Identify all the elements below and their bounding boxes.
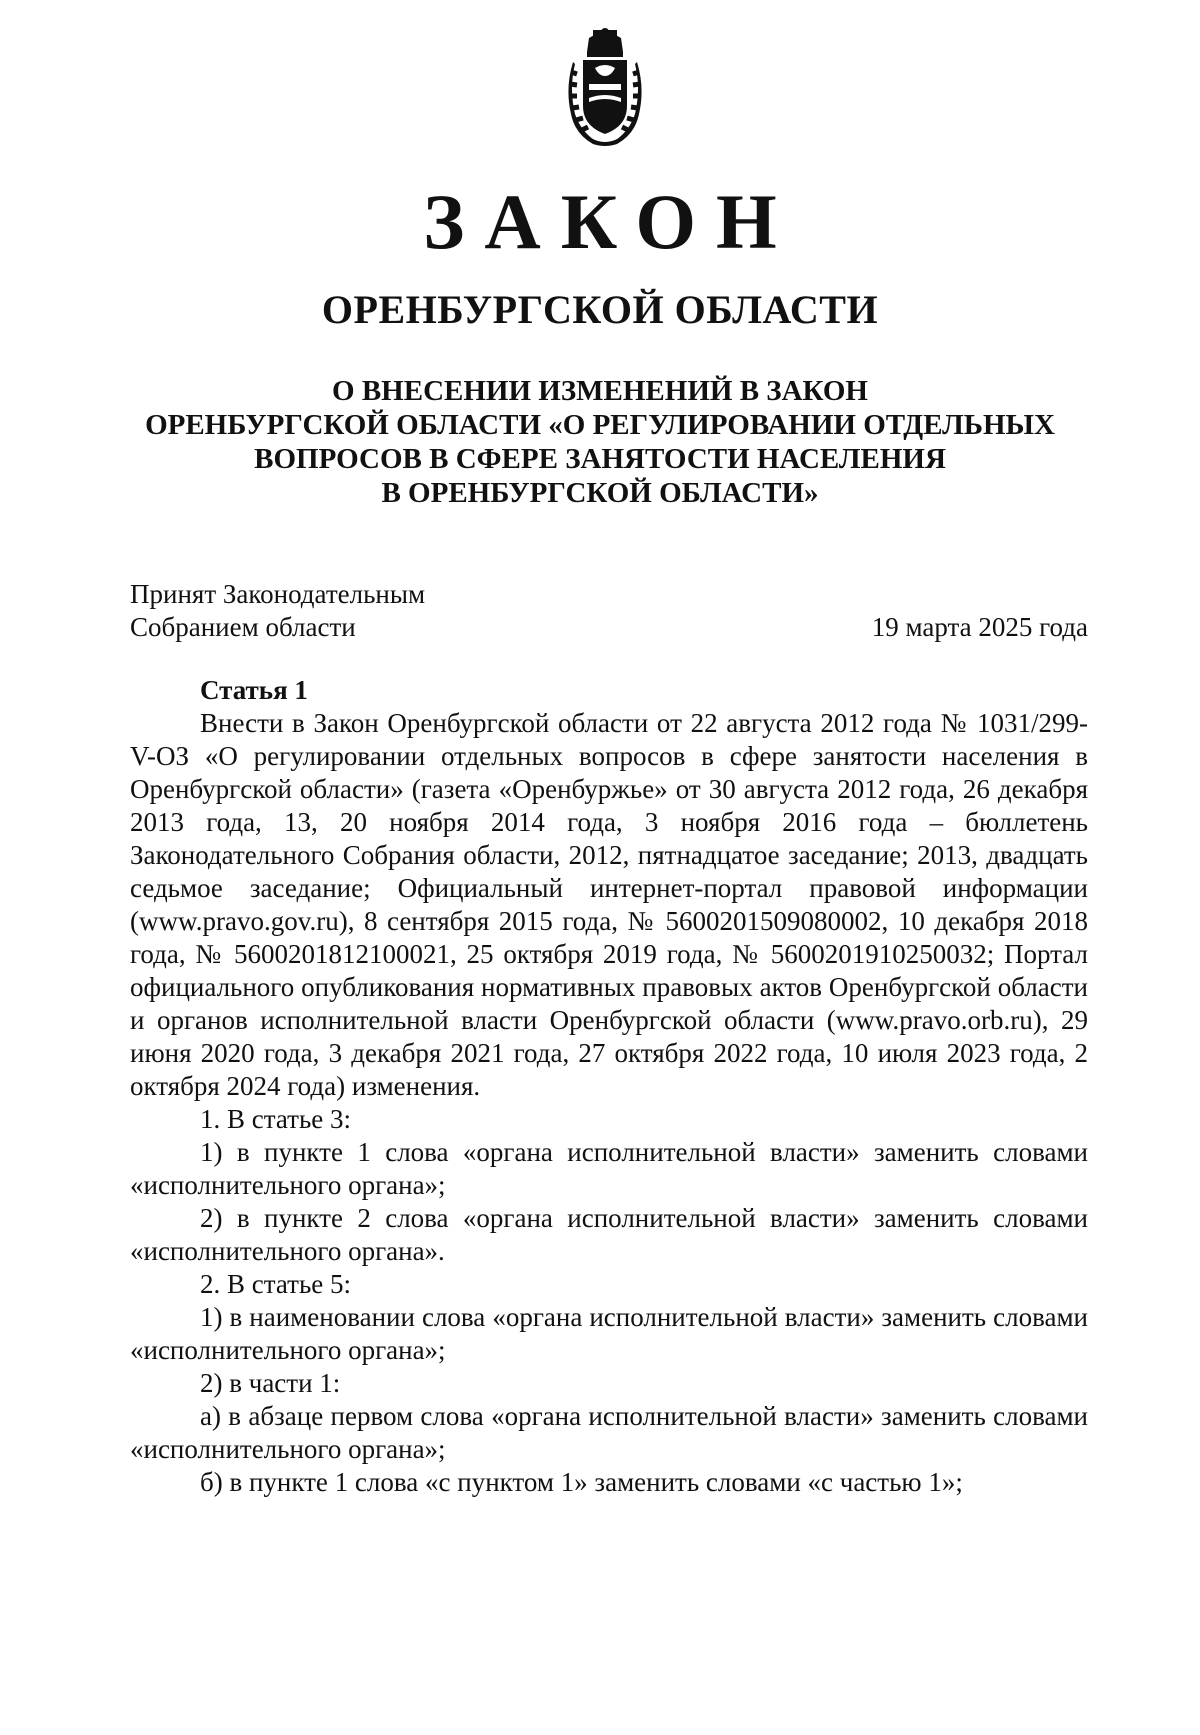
amendment-item: 1) в наименовании слова «органа исполнительной власти» заменить словами «исполнительного органа»;	[130, 1302, 1088, 1365]
article-title: Статья 1	[200, 675, 308, 705]
adoption-statement	[130, 578, 425, 644]
adoption-date: 19 марта 2025 года	[871, 612, 1088, 642]
amendment-item: б) в пункте 1 слова «с пунктом 1» заменить словами «с частью 1»;	[200, 1467, 963, 1497]
amendment-item: 2) в пункте 2 слова «органа исполнительной власти» заменить словами «исполнительного органа».	[130, 1203, 1088, 1266]
document-subtitle: ОРЕНБУРГСКОЙ ОБЛАСТИ	[321, 287, 879, 332]
document-title: ЗАКОН	[423, 178, 797, 265]
law-heading-line: ВОПРОСОВ В СФЕРЕ ЗАНЯТОСТИ НАСЕЛЕНИЯ	[254, 443, 946, 475]
amendment-item: 2. В статье 5:	[200, 1269, 352, 1299]
law-heading	[120, 374, 1080, 510]
law-heading-line: В ОРЕНБУРГСКОЙ ОБЛАСТИ»	[381, 477, 819, 509]
law-heading-line: О ВНЕСЕНИИ ИЗМЕНЕНИЙ В ЗАКОН	[332, 375, 868, 407]
amendment-item: 2) в части 1:	[200, 1368, 341, 1398]
adoption-line: Собранием области	[130, 612, 356, 642]
law-heading-line: ОРЕНБУРГСКОЙ ОБЛАСТИ «О РЕГУЛИРОВАНИИ ОТДЕЛЬНЫХ	[145, 409, 1055, 441]
coat-of-arms-icon	[567, 28, 643, 146]
amendment-item: а) в абзаце первом слова «органа исполнительной власти» заменить словами «исполнительного органа»;	[130, 1401, 1088, 1464]
amendment-item: 1) в пункте 1 слова «органа исполнительной власти» заменить словами «исполнительного органа»;	[130, 1137, 1088, 1200]
article-intro-paragraph: Внести в Закон Оренбургской области от 22 августа 2012 года № 1031/299-V-ОЗ «О регулировании отдельных вопросов в сфере занятости населения в Оренбургской области» (газета «Оренбуржье» от 30 августа 2012 года, 26 декабря 2013 года, 13, 20 ноября 2014 года, 3 ноября 2016 года – бюллетень Законодательного Собрания области, 2012, пятнадцатое заседание; 2013, двадцать седьмое заседание; Официальный интернет-портал правовой информации (www.pravo.gov.ru), 8 сентября 2015 года, № 5600201509080002, 10 декабря 2018 года, № 5600201812100021, 25 октября 2019 года, № 5600201910250032; Портал официального опубликования нормативных правовых актов Оренбургской области и органов исполнительной власти Оренбургской области (www.pravo.orb.ru), 29 июня 2020 года, 3 декабря 2021 года, 27 октября 2022 года, 10 июля 2023 года, 2 октября 2024 года) изменения.	[130, 708, 1088, 1101]
document-body	[130, 674, 1088, 1499]
amendment-item: 1. В статье 3:	[200, 1104, 352, 1134]
adoption-line: Принят Законодательным	[130, 579, 426, 609]
